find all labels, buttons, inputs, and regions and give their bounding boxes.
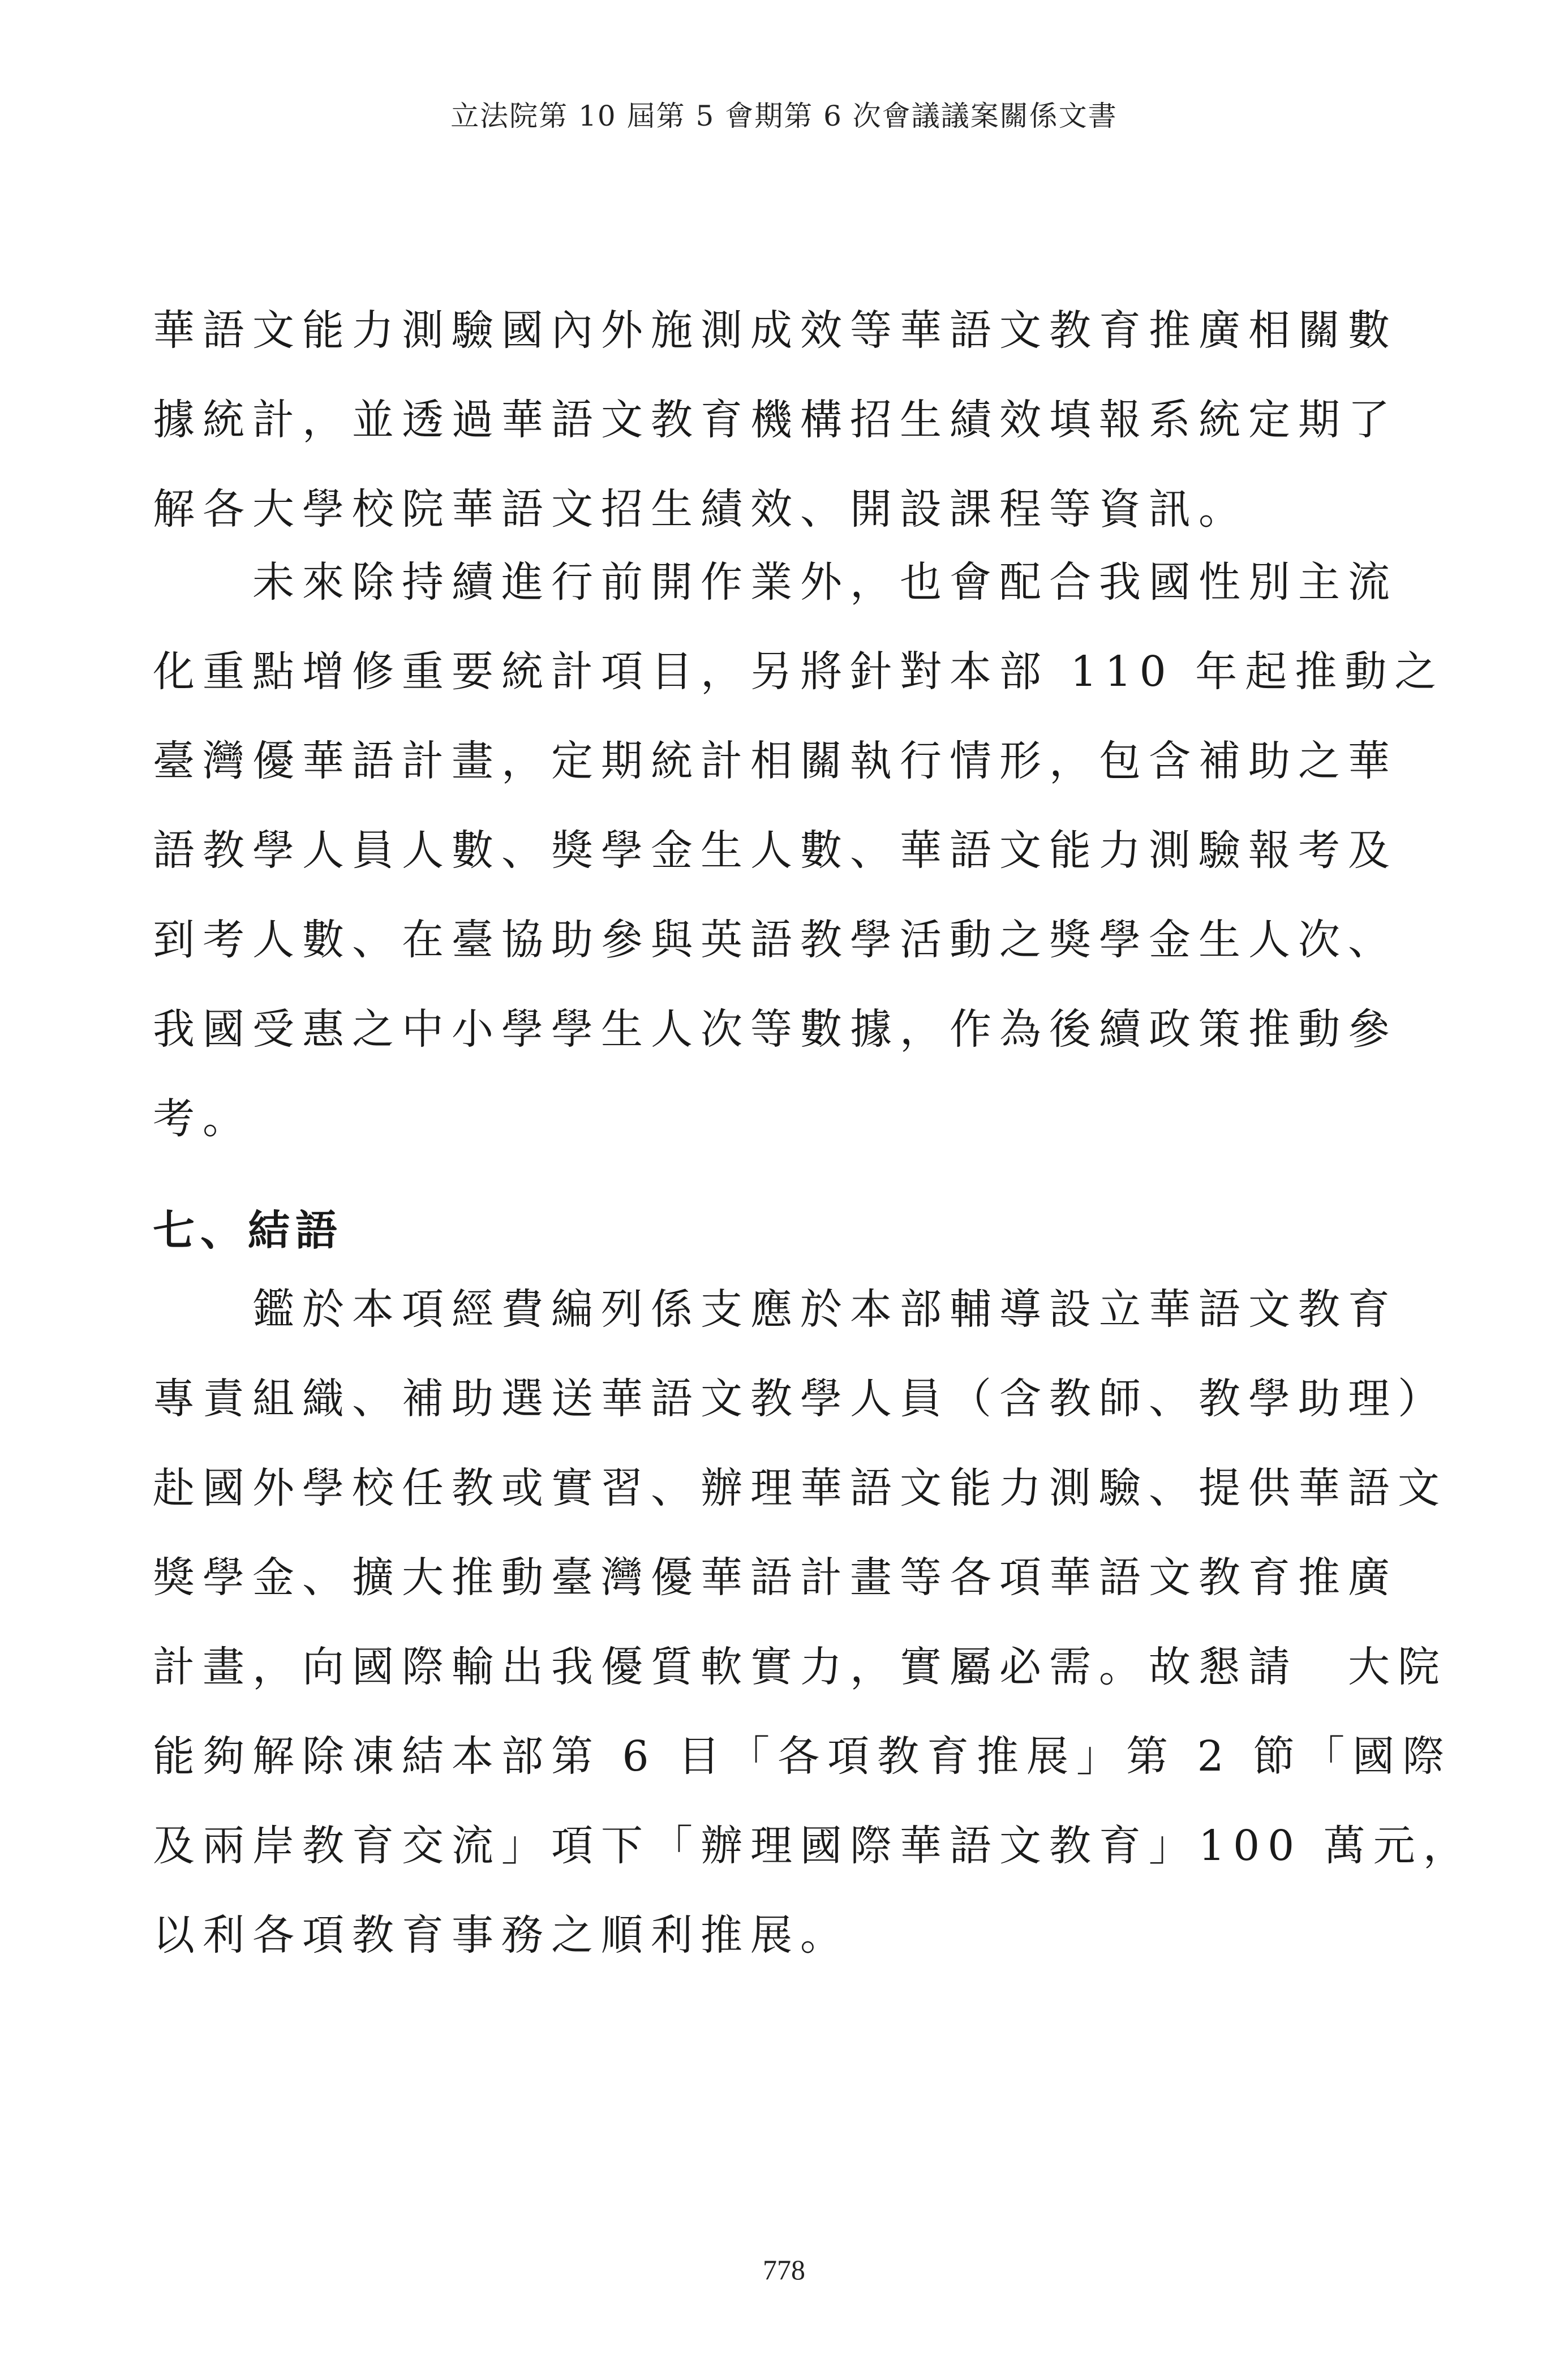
paragraph-line: 到考人數、在臺協助參與英語教學活動之獎學金生人次、 — [153, 916, 1398, 964]
paragraph-line: 臺灣優華語計畫，定期統計相關執行情形，包含補助之華 — [153, 737, 1398, 785]
paragraph-line: 赴國外學校任教或實習、辦理華語文能力測驗、提供華語文 — [153, 1464, 1447, 1513]
document-header: 立法院第 10 屆第 5 會期第 6 次會議議案關係文書 — [450, 100, 1118, 132]
paragraph-line: 計畫，向國際輸出我優質軟實力，實屬必需。故懇請 大院 — [153, 1643, 1447, 1691]
paragraph-line: 能夠解除凍結本部第 6 目「各項教育推展」第 2 節「國際 — [153, 1732, 1453, 1781]
paragraph-line: 據統計，並透過華語文教育機構招生績效填報系統定期了 — [153, 396, 1398, 444]
paragraph-line: 語教學人員人數、獎學金生人數、華語文能力測驗報考及 — [153, 826, 1398, 875]
paragraph-line: 鑑於本項經費編列係支應於本部輔導設立華語文教育 — [153, 1285, 1398, 1334]
paragraph-line: 以利各項教育事務之順利推展。 — [153, 1911, 850, 1960]
section-title: 七、結語 — [153, 1206, 343, 1255]
paragraph-line: 解各大學校院華語文招生績效、開設課程等資訊。 — [153, 485, 1248, 534]
paragraph-2 — [153, 538, 1445, 1163]
paragraph-1 — [153, 286, 1398, 554]
paragraph-line: 專責組織、補助選送華語文教學人員（含教師、教學助理） — [153, 1374, 1447, 1423]
paragraph-line: 華語文能力測驗國內外施測成效等華語文教育推廣相關數 — [153, 306, 1398, 355]
paragraph-line: 我國受惠之中小學學生人次等數據，作為後續政策推動參 — [153, 1005, 1398, 1054]
paragraph-line: 化重點增修重要統計項目，另將針對本部 110 年起推動之 — [153, 647, 1445, 696]
paragraph-line: 及兩岸教育交流」項下「辦理國際華語文教育」100 萬元， — [153, 1822, 1473, 1870]
paragraph-line: 獎學金、擴大推動臺灣優華語計畫等各項華語文教育推廣 — [153, 1553, 1398, 1602]
paragraph-line: 未來除持續進行前開作業外，也會配合我國性別主流 — [153, 558, 1398, 607]
paragraph-conclusion — [153, 1265, 1473, 1980]
page-number: 778 — [763, 2254, 805, 2286]
paragraph-line: 考。 — [153, 1094, 252, 1143]
